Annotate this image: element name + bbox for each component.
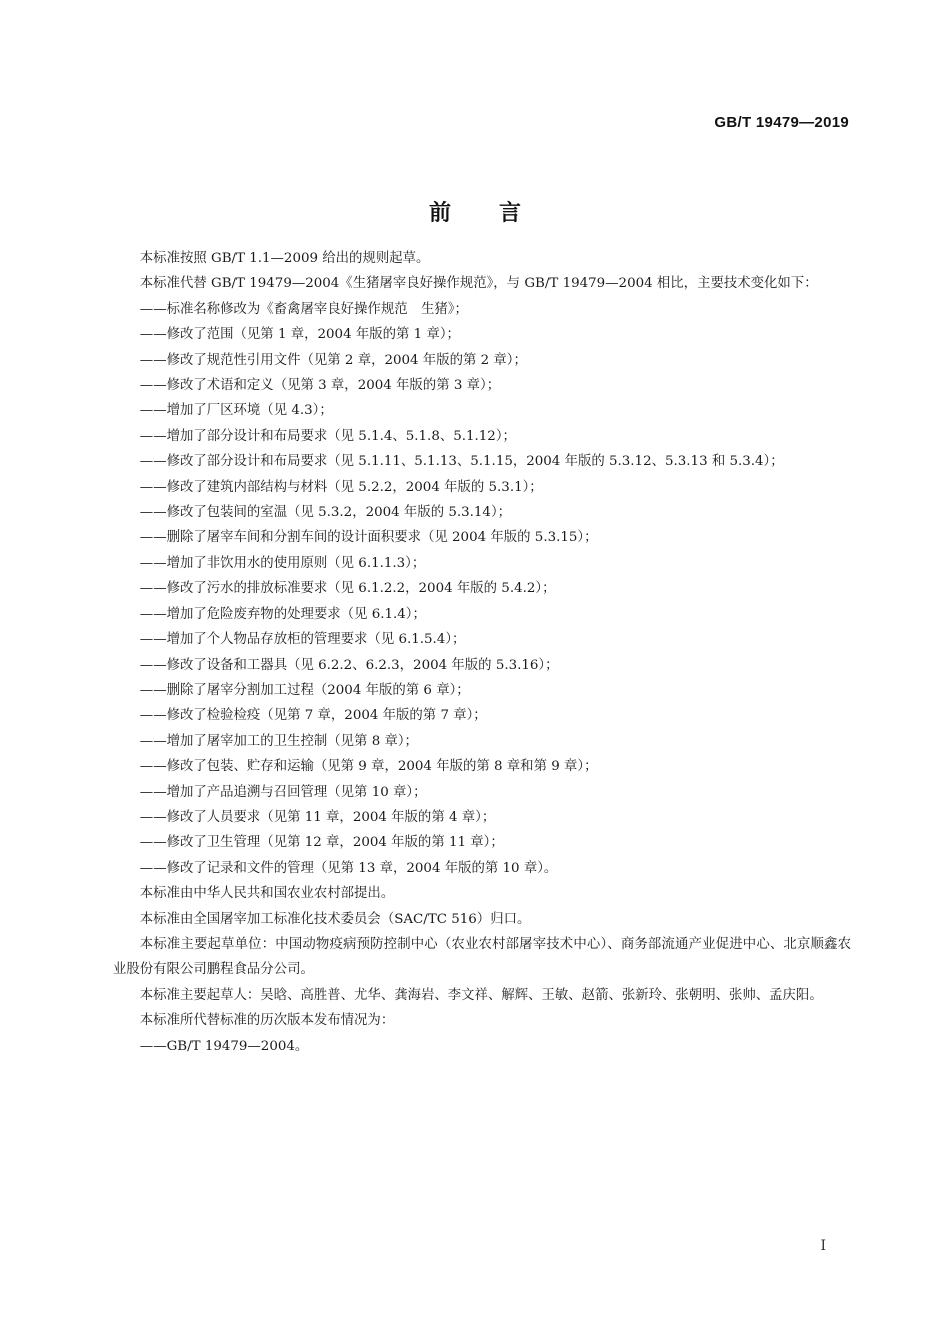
list-item: ——标准名称修改为《畜禽屠宰良好操作规范 生猪》； bbox=[139, 301, 468, 317]
history-list-item: ——GB/T 19479—2004。 bbox=[139, 1038, 309, 1054]
changes-list bbox=[113, 297, 851, 881]
standard-code-header: GB/T 19479—2019 bbox=[714, 114, 849, 131]
replacement-paragraph: 本标准代替 GB/T 19479—2004《生猪屠宰良好操作规范》，与 GB/T 19479—2004 相比，主要技术变化如下： bbox=[139, 276, 818, 292]
drafting-rule-paragraph: 本标准按照 GB/T 1.1—2009 给出的规则起草。 bbox=[139, 251, 430, 266]
list-item: ——修改了人员要求（见第 11 章，2004 年版的第 4 章）； bbox=[139, 809, 496, 825]
list-item: ——增加了屠宰加工的卫生控制（见第 8 章）； bbox=[139, 733, 418, 749]
list-item: ——增加了个人物品存放柜的管理要求（见 6.1.5.4）； bbox=[139, 632, 466, 648]
list-item: ——修改了建筑内部结构与材料（见 5.2.2，2004 年版的 5.3.1）； bbox=[139, 479, 543, 495]
list-item: ——删除了屠宰车间和分割车间的设计面积要求（见 2004 年版的 5.3.15）； bbox=[139, 530, 598, 546]
proposer-paragraph: 本标准由中华人民共和国农业农村部提出。 bbox=[139, 886, 395, 902]
list-item: ——增加了部分设计和布局要求（见 5.1.4、5.1.8、5.1.12）； bbox=[139, 428, 516, 444]
list-item: ——修改了规范性引用文件（见第 2 章，2004 年版的第 2 章）； bbox=[139, 352, 527, 368]
list-item: ——修改了检验检疫（见第 7 章，2004 年版的第 7 章）； bbox=[139, 708, 487, 724]
list-item: ——修改了部分设计和布局要求（见 5.1.11、5.1.13、5.1.15，2004 年版的 5.3.12、5.3.13 和 5.3.4）； bbox=[139, 454, 784, 470]
list-item: ——修改了包装间的室温（见 5.3.2，2004 年版的 5.3.14）； bbox=[139, 505, 512, 521]
document-body bbox=[113, 246, 851, 1059]
list-item: ——增加了非饮用水的使用原则（见 6.1.1.3）； bbox=[139, 555, 426, 571]
drafters-paragraph: 本标准主要起草人：吴晗、高胜普、尤华、龚海岩、李文祥、解辉、王敏、赵箭、张新玲、张朝明、张帅、孟庆阳。 bbox=[139, 987, 823, 1003]
list-item: ——修改了包装、贮存和运输（见第 9 章，2004 年版的第 8 章和第 9 章）； bbox=[139, 759, 598, 775]
page-number: I bbox=[820, 1238, 826, 1254]
list-item: ——修改了范围（见第 1 章，2004 年版的第 1 章）； bbox=[139, 327, 460, 343]
committee-paragraph: 本标准由全国屠宰加工标准化技术委员会（SAC/TC 516）归口。 bbox=[139, 911, 531, 927]
list-item: ——增加了危险废弃物的处理要求（见 6.1.4）； bbox=[139, 606, 426, 622]
list-item: ——增加了产品追溯与召回管理（见第 10 章）； bbox=[139, 784, 427, 800]
list-item: ——修改了记录和文件的管理（见第 13 章，2004 年版的第 10 章）。 bbox=[139, 860, 558, 876]
list-item: ——修改了设备和工器具（见 6.2.2、6.2.3，2004 年版的 5.3.16）； bbox=[139, 657, 559, 673]
history-intro-paragraph: 本标准所代替标准的历次版本发布情况为： bbox=[139, 1013, 395, 1029]
list-item: ——删除了屠宰分割加工过程（2004 年版的第 6 章）； bbox=[139, 682, 470, 698]
list-item: ——增加了厂区环境（见 4.3）； bbox=[139, 403, 333, 419]
list-item: ——修改了术语和定义（见第 3 章，2004 年版的第 3 章）； bbox=[139, 378, 501, 394]
page-title: 前言 bbox=[428, 201, 569, 226]
drafting-units-paragraph: 本标准主要起草单位：中国动物疫病预防控制中心（农业农村部屠宰技术中心）、商务部流通产业促进中心、北京顺鑫农业股份有限公司鹏程食品分公司。 bbox=[113, 936, 851, 978]
list-item: ——修改了卫生管理（见第 12 章，2004 年版的第 11 章）； bbox=[139, 835, 504, 851]
list-item: ——修改了污水的排放标准要求（见 6.1.2.2，2004 年版的 5.4.2）； bbox=[139, 581, 556, 597]
